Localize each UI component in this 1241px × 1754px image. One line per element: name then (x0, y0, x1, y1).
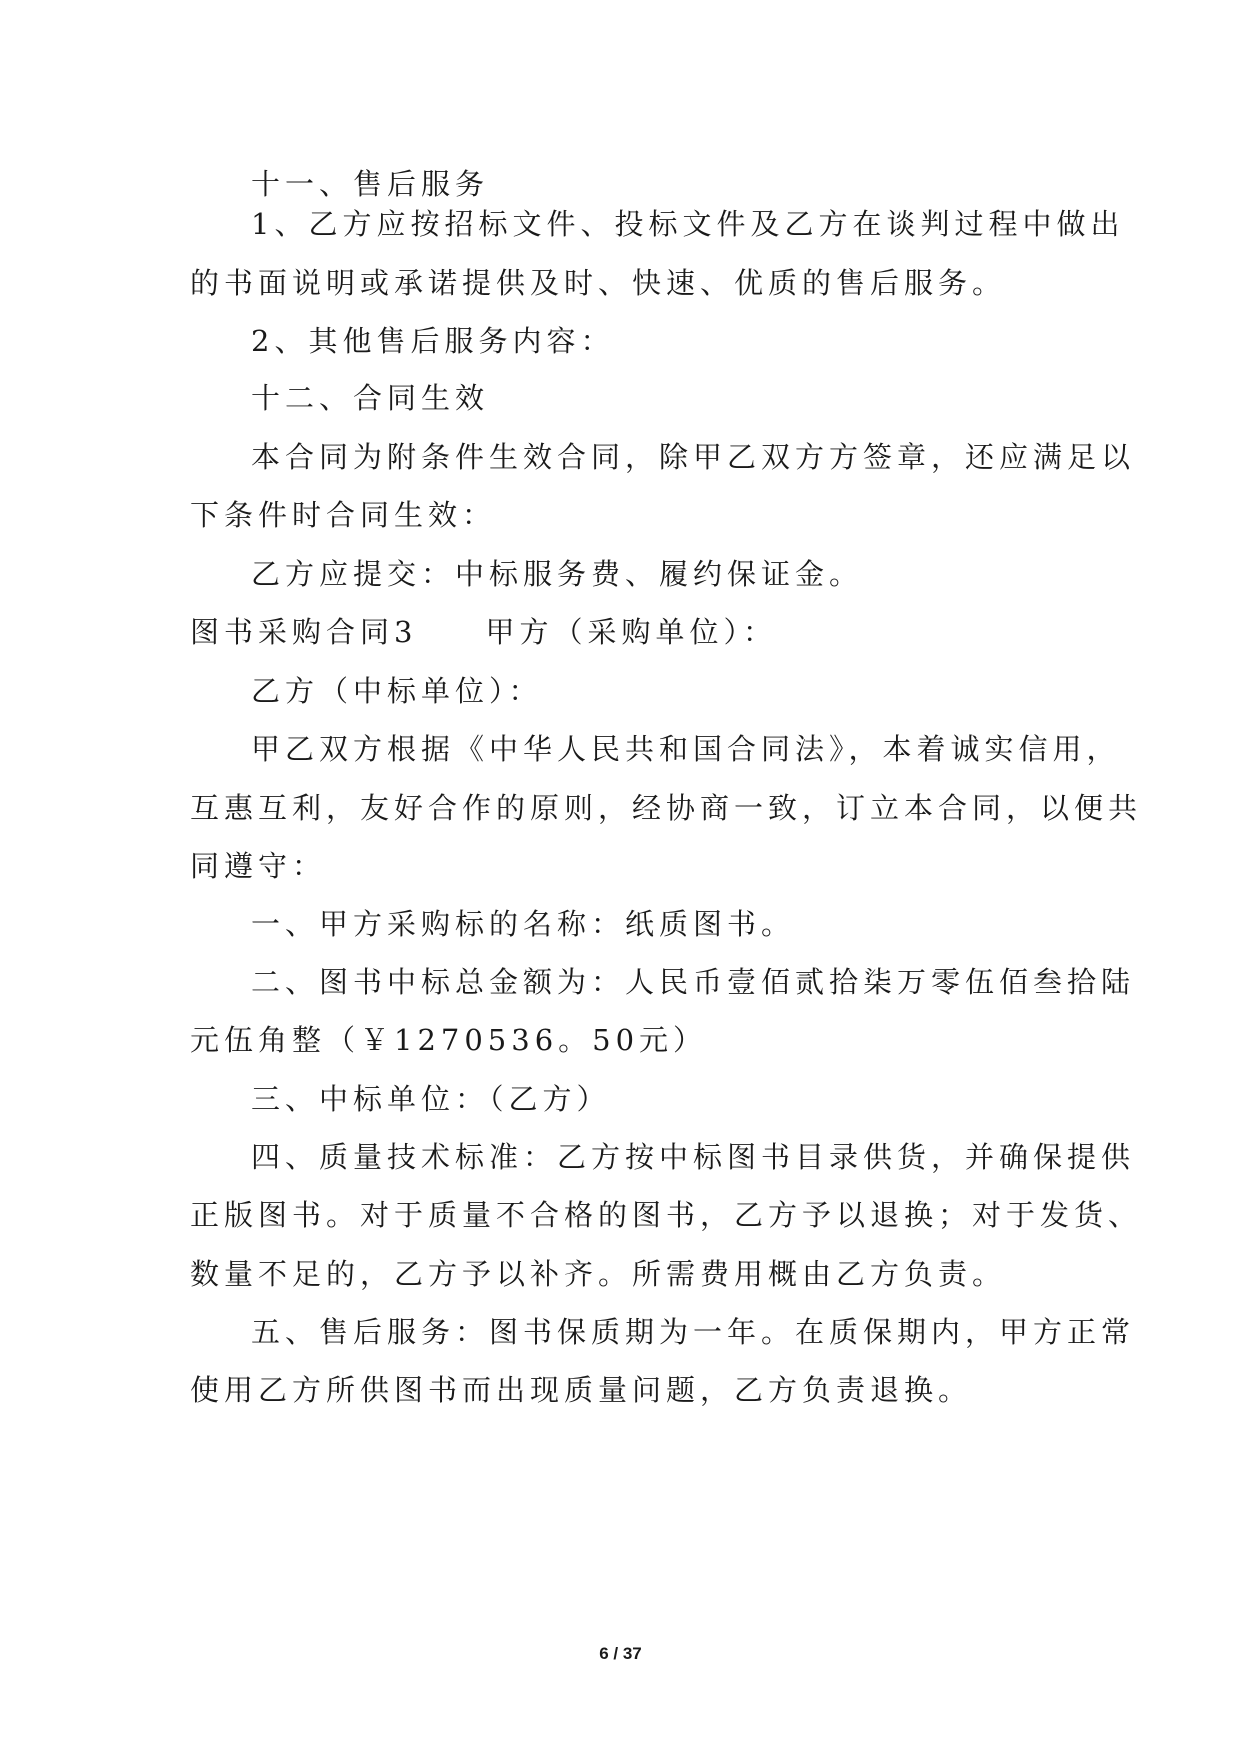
paragraph-line: 数量不足的，乙方予以补齐。所需费用概由乙方负责。 (190, 1257, 1007, 1291)
paragraph-line: 正版图书。对于质量不合格的图书，乙方予以退换；对于发货、 (190, 1198, 1143, 1232)
page-number: 6 / 37 (599, 1644, 642, 1663)
paragraph-line: 乙方应提交：中标服务费、履约保证金。 (251, 557, 864, 591)
paragraph-line: 元伍角整（￥1270536。50元） (190, 1023, 708, 1057)
paragraph-line: 下条件时合同生效： (190, 498, 497, 532)
paragraph-line: 互惠互利，友好合作的原则，经协商一致，订立本合同，以便共 (190, 791, 1143, 825)
paragraph-line: 乙方（中标单位）： (251, 674, 543, 708)
contract-title-line: 图书采购合同3 甲方（采购单位）： (190, 615, 777, 649)
paragraph-line: 四、质量技术标准：乙方按中标图书目录供货，并确保提供 (251, 1140, 1136, 1174)
paragraph-line: 1、乙方应按招标文件、投标文件及乙方在谈判过程中做出 (251, 207, 1125, 241)
paragraph-line: 使用乙方所供图书而出现质量问题，乙方负责退换。 (190, 1373, 973, 1407)
paragraph-line: 一、甲方采购标的名称：纸质图书。 (251, 907, 796, 941)
heading-contract-effect: 十二、合同生效 (251, 381, 490, 415)
paragraph-line: 三、中标单位：（乙方） (251, 1082, 611, 1116)
paragraph-line: 甲乙双方根据《中华人民共和国合同法》，本着诚实信用， (251, 732, 1121, 766)
paragraph-line: 2、其他售后服务内容： (251, 324, 615, 358)
paragraph-line: 二、图书中标总金额为：人民币壹佰贰拾柒万零伍佰叁拾陆 (251, 965, 1136, 999)
paragraph-line: 五、售后服务：图书保质期为一年。在质保期内，甲方正常 (251, 1315, 1136, 1349)
paragraph-line: 同遵守： (190, 849, 327, 883)
paragraph-line: 本合同为附条件生效合同，除甲乙双方方签章，还应满足以 (251, 440, 1136, 474)
paragraph-line: 的书面说明或承诺提供及时、快速、优质的售后服务。 (190, 266, 1007, 300)
heading-after-sales: 十一、售后服务 (251, 167, 490, 201)
